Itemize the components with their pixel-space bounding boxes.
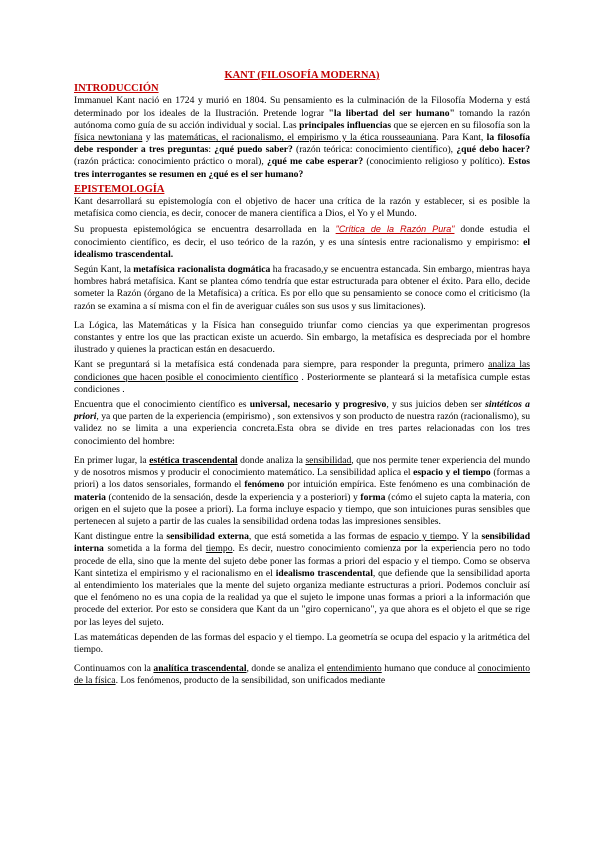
- text: donde estudia el conocimiento científico, es decir, el uso teórico de la razón, y es una síntesis entre racionalismo y empirismo:: [74, 224, 531, 248]
- text-bold: sensibilidad externa: [166, 531, 249, 543]
- text: (contenido de la sensación, desde la experiencia y a posteriori) y: [105, 491, 361, 503]
- text: Immanuel Kant nació en 1724 y murió en 1804. Su pensamiento es la culminación de la Filosofía Moderna y está determinado por los ideales de la Ilustración. Pretende lograr: [74, 95, 530, 119]
- document-page: [74, 70, 530, 691]
- text: , ya que parten de la experiencia (empirismo) , son extensivos y son producto de nuestra razón (racionalismo), su validez no se limita a una experiencia concreta.Esta obra se divide en tres partes relacionadas con los tres conocimiento del hombre:: [74, 411, 530, 447]
- intro-heading: INTRODUCCIÓN: [74, 83, 159, 95]
- text-bold: metafísica racionalista dogmática: [133, 264, 271, 276]
- text: Kant distingue entre la: [74, 531, 167, 543]
- text: (razón teórica: conocimiento científico),: [292, 144, 457, 156]
- text: :: [208, 144, 215, 156]
- document-title: KANT (FILOSOFÍA MODERNA): [224, 70, 380, 81]
- text: , y sus juicios deben ser: [386, 399, 486, 411]
- intro-paragraph: [74, 95, 530, 180]
- text-underline: matemáticas: [167, 132, 216, 144]
- text-bold: ¿qué puedo saber?: [214, 144, 293, 156]
- text: , que defiende que la sensibilidad aporta al entendimiento los materiales que la mente del sujeto organiza mediante estructuras a priori. Podemos concluir así que el fenómeno no es una copia de la realidad ya que el sujeto le impone unas formas a priori a la información que procede del exterior. Por esto se considera que Kant da un "giro copernicano", ya que ahora es el objeto el que se rige por las leyes del sujeto.: [74, 567, 530, 628]
- text: . Posteriormente se planteará si la metafísica cumple estas condiciones .: [74, 371, 530, 395]
- text-underline: entendimiento: [326, 663, 382, 675]
- epist-paragraph-2: [74, 223, 530, 261]
- text-bold: Estos tres interrogantes se resumen en ¿qué es el ser humano?: [74, 156, 530, 180]
- text: Continuamos con la: [74, 663, 154, 675]
- text: donde analiza la: [237, 454, 306, 466]
- text-underline: conocimiento de la física: [74, 663, 531, 687]
- epist-paragraph-6: [74, 399, 530, 448]
- text-underline: sensibilidad: [305, 454, 352, 466]
- text: sometida a la forma del: [103, 543, 206, 555]
- text-bold: espacio y el tiempo: [413, 467, 491, 479]
- text: . Y la: [456, 531, 482, 543]
- text-bold-italic: sintéticos a priori: [74, 399, 530, 423]
- text: y las: [142, 132, 168, 144]
- text: (conocimiento religioso y político).: [363, 156, 509, 168]
- epist-paragraph-8: [74, 531, 530, 629]
- text-bold: la filosofía debe responder a tres preguntas: [74, 132, 530, 156]
- text-bold: forma: [360, 491, 386, 503]
- text-underline: física newtoniana: [74, 132, 143, 144]
- text: . Es decir, nuestro conocimiento comienza por la experiencia pero no todo procede de ella, sino que la mente del sujeto debe poner las formas a priori del espacio y el tiempo. Como se observa Kant sintetiza el empirismo y el racionalismo en el: [74, 543, 530, 579]
- text-bold: el idealismo trascendental.: [74, 236, 530, 260]
- text: ha fracasado,y se encuentra estancada. Sin embargo, mientras haya hombres habrá metafísica. Kant se plantea cómo tendría que estar estructurada para obtener el éxito. Para ello, decide someter la Razón (órgano de la Metafísica) a crítica. Es por ello que su pensamiento se conoce como el criticismo (la razón se examina a sí misma con el fin de averiguar cuáles son sus usos y sus limitaciones).: [74, 264, 530, 312]
- text-bold-underline: analítica trascendental: [153, 663, 247, 675]
- text: En primer lugar, la: [74, 454, 150, 466]
- text-bold: universal, necesario y progresivo: [249, 399, 387, 411]
- text: Según Kant, la: [74, 264, 134, 276]
- text-bold: ¿qué me cabe esperar?: [267, 156, 364, 168]
- text-underline: ,: [215, 132, 222, 144]
- text-bold-underline: estética trascendental: [149, 454, 238, 466]
- text: , que está sometida a las formas de: [248, 531, 391, 543]
- epist-paragraph-5: [74, 359, 530, 396]
- text: que se ejercen en su filosofía son la: [391, 119, 530, 131]
- text-bold: principales influencias: [299, 119, 392, 131]
- text: Su propuesta epistemológica se encuentra desarrollada en la: [74, 224, 336, 236]
- text-underline: tiempo: [205, 543, 233, 555]
- text-underline: el racionalismo, el empirismo y la ética rousseauniana: [221, 132, 437, 144]
- epist-paragraph-3: [74, 264, 530, 313]
- text-bold: materia: [74, 491, 106, 503]
- epist-paragraph-9: Las matemáticas dependen de las formas del espacio y el tiempo. La geometría se ocupa del espacio y la aritmética del tiempo.: [74, 631, 530, 655]
- text: , que nos permite tener experiencia del mundo y de nosotros mismos y producir el conocimiento matemático. La sensibilidad aplica el: [74, 454, 531, 479]
- epist-paragraph-7: [74, 455, 530, 528]
- text: (razón práctica: conocimiento práctico o moral),: [74, 156, 267, 168]
- text: humano que conduce al: [381, 663, 478, 675]
- epist-paragraph-10: [74, 663, 530, 687]
- text: . Para Kant,: [436, 132, 487, 144]
- text: , donde se analiza el: [246, 663, 327, 675]
- text-underline: analiza las condiciones que hacen posible el conocimiento científico: [74, 359, 530, 383]
- epistemology-heading: EPISTEMOLOGÍA: [74, 183, 165, 195]
- text-bold: ¿qué debo hacer?: [456, 144, 530, 156]
- text-bold: idealismo trascendental: [275, 567, 373, 579]
- text-bold: fenómeno: [244, 479, 285, 491]
- text: Encuentra que el conocimiento científico es: [74, 399, 250, 411]
- epist-paragraph-4: La Lógica, las Matemáticas y la Física han conseguido triunfar como ciencias ya que experimentan progresos constantes y entre los que las practican existe un acuerdo. Sin embargo, la metafísica es despreciada por el hombre ilustrado y quienes la practican están en desacuerdo.: [74, 319, 530, 356]
- text: por intuición empírica. Este fenómeno es una combinación de: [284, 479, 530, 491]
- text: (formas a priori) a los datos sensoriales, formando el: [74, 467, 530, 491]
- epist-paragraph-1: Kant desarrollará su epistemología con el objetivo de hacer una crítica de la razón y establecer, si es posible la metafísica como ciencia, es decir, conocer de manera científica a Dios, el Yo y el Mundo.: [74, 196, 530, 220]
- text: . Los fenómenos, producto de la sensibilidad, son unificados mediante: [115, 675, 386, 687]
- text-underline: espacio y tiempo: [390, 531, 457, 543]
- book-title: "Crítica de la Razón Pura": [335, 224, 455, 235]
- text: (cómo el sujeto capta la materia, con origen en el sujeto que la posee a priori). La forma incluye espacio y tiempo, que son intuiciones puras sensibles que pertenecen al sujeto a partir de las cuales la sensibilidad ordena todas las impresiones sensibles.: [74, 491, 530, 527]
- text-bold: "la libertad del ser humano": [328, 107, 455, 119]
- text: Kant se preguntará si la metafísica está condenada para siempre, para responder la pregunta, primero: [74, 359, 489, 371]
- text-bold: sensibilidad interna: [74, 531, 531, 555]
- text: tomando la razón autónoma como guía de su acción individual y social. Las: [74, 107, 531, 131]
